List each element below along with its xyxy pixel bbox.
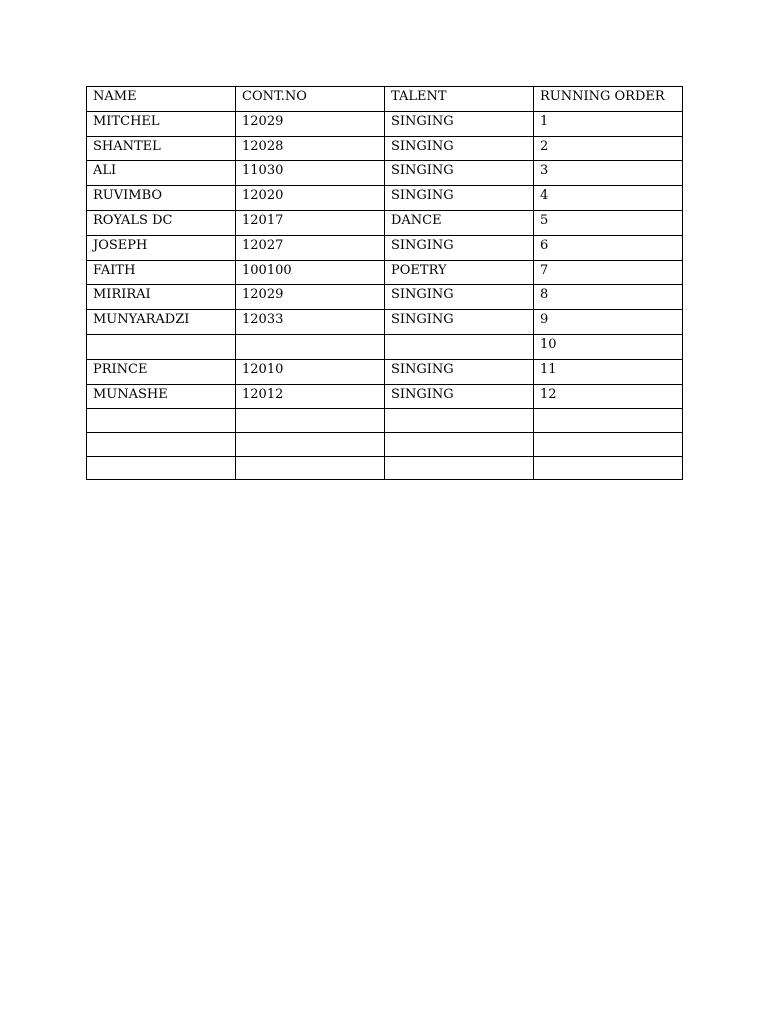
header-talent: TALENT: [385, 87, 534, 112]
cell-talent: POETRY: [385, 260, 534, 285]
table-row: [87, 285, 683, 310]
cell-running-order: [534, 432, 683, 456]
cell-talent: SINGING: [385, 186, 534, 211]
cell-name: SHANTEL: [87, 136, 236, 161]
cell-cont-no: 11030: [236, 161, 385, 186]
table-header-row: [87, 87, 683, 112]
cell-talent: SINGING: [385, 310, 534, 335]
running-order-table: [86, 86, 683, 480]
cell-name: [87, 456, 236, 480]
cell-cont-no: 12033: [236, 310, 385, 335]
table-row: [87, 432, 683, 456]
cell-talent: SINGING: [385, 161, 534, 186]
cell-running-order: 5: [534, 210, 683, 235]
table-row: [87, 111, 683, 136]
cell-name: MUNYARADZI: [87, 310, 236, 335]
cell-name: ROYALS DC: [87, 210, 236, 235]
header-running-order: RUNNING ORDER: [534, 87, 683, 112]
table-row: [87, 384, 683, 409]
cell-cont-no: 12028: [236, 136, 385, 161]
cell-talent: SINGING: [385, 384, 534, 409]
cell-running-order: 10: [534, 334, 683, 359]
cell-running-order: 1: [534, 111, 683, 136]
cell-name: RUVIMBO: [87, 186, 236, 211]
table-row: [87, 334, 683, 359]
cell-running-order: 4: [534, 186, 683, 211]
cell-talent: [385, 334, 534, 359]
table-row: [87, 260, 683, 285]
cell-name: JOSEPH: [87, 235, 236, 260]
cell-name: [87, 334, 236, 359]
cell-name: [87, 409, 236, 433]
table-row: [87, 456, 683, 480]
cell-cont-no: [236, 334, 385, 359]
cell-name: MITCHEL: [87, 111, 236, 136]
cell-name: FAITH: [87, 260, 236, 285]
cell-running-order: 7: [534, 260, 683, 285]
table-row: [87, 310, 683, 335]
cell-cont-no: 12027: [236, 235, 385, 260]
table-row: [87, 161, 683, 186]
cell-talent: SINGING: [385, 359, 534, 384]
cell-name: PRINCE: [87, 359, 236, 384]
cell-cont-no: [236, 432, 385, 456]
cell-cont-no: 12012: [236, 384, 385, 409]
cell-cont-no: [236, 409, 385, 433]
cell-running-order: [534, 456, 683, 480]
cell-running-order: 2: [534, 136, 683, 161]
cell-name: [87, 432, 236, 456]
cell-talent: SINGING: [385, 136, 534, 161]
cell-running-order: 12: [534, 384, 683, 409]
header-cont-no: CONT.NO: [236, 87, 385, 112]
table-row: [87, 359, 683, 384]
cell-talent: DANCE: [385, 210, 534, 235]
cell-cont-no: 12017: [236, 210, 385, 235]
cell-name: MIRIRAI: [87, 285, 236, 310]
cell-running-order: 11: [534, 359, 683, 384]
cell-talent: [385, 456, 534, 480]
cell-talent: SINGING: [385, 111, 534, 136]
cell-running-order: [534, 409, 683, 433]
cell-running-order: 6: [534, 235, 683, 260]
cell-talent: SINGING: [385, 285, 534, 310]
cell-talent: SINGING: [385, 235, 534, 260]
cell-name: ALI: [87, 161, 236, 186]
table-row: [87, 210, 683, 235]
cell-name: MUNASHE: [87, 384, 236, 409]
cell-cont-no: 12029: [236, 111, 385, 136]
cell-running-order: 9: [534, 310, 683, 335]
table-row: [87, 409, 683, 433]
cell-running-order: 8: [534, 285, 683, 310]
cell-cont-no: 12010: [236, 359, 385, 384]
cell-running-order: 3: [534, 161, 683, 186]
cell-talent: [385, 409, 534, 433]
cell-cont-no: 100100: [236, 260, 385, 285]
table-row: [87, 186, 683, 211]
header-name: NAME: [87, 87, 236, 112]
cell-cont-no: [236, 456, 385, 480]
table-row: [87, 235, 683, 260]
cell-talent: [385, 432, 534, 456]
table-row: [87, 136, 683, 161]
cell-cont-no: 12029: [236, 285, 385, 310]
cell-cont-no: 12020: [236, 186, 385, 211]
